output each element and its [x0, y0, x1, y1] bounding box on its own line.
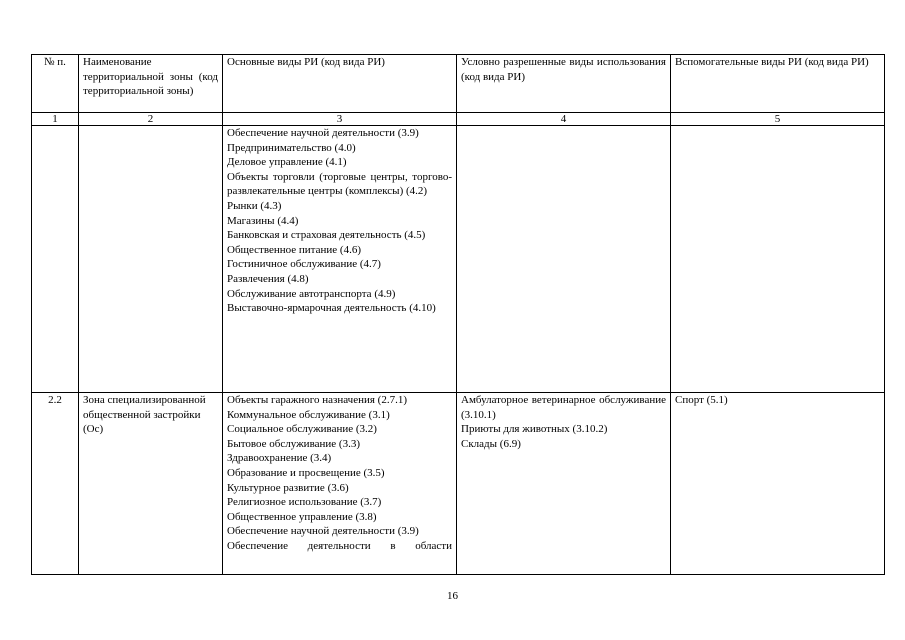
row-number — [32, 126, 79, 393]
zones-table — [31, 54, 885, 575]
column-number: 5 — [671, 113, 885, 126]
use-item: Гостиничное обслуживание (4.7) — [227, 258, 381, 271]
zone-name: Зона специализированной общественной застройки (Ос) — [79, 393, 223, 575]
use-item: Общественное питание (4.6) — [227, 243, 361, 256]
column-number: 3 — [223, 113, 457, 126]
column-number-row — [32, 113, 885, 126]
use-item: Склады (6.9) — [461, 437, 521, 450]
use-item: Обеспечение научной деятельности (3.9) — [227, 127, 419, 139]
use-item: Культурное развитие (3.6) — [227, 481, 349, 494]
header-conditional-uses: Условно разрешенные виды использования (код вида РИ) — [457, 55, 671, 113]
table-row — [32, 393, 885, 575]
column-number: 1 — [32, 113, 79, 126]
page-number: 16 — [447, 590, 458, 602]
use-item: Приюты для животных (3.10.2) — [461, 423, 608, 436]
use-item: Здравоохранение (3.4) — [227, 452, 332, 465]
use-item: Образование и просвещение (3.5) — [227, 466, 385, 479]
use-item: Рынки (4.3) — [227, 199, 282, 212]
conditional-uses-cell — [457, 393, 671, 575]
column-number: 2 — [79, 113, 223, 126]
use-item: Развлечения (4.8) — [227, 272, 309, 285]
use-item: Объекты гаражного назначения (2.7.1) — [227, 394, 408, 406]
use-item: Обслуживание автотранспорта (4.9) — [227, 287, 396, 300]
table-header-row — [32, 55, 885, 113]
table-row — [32, 126, 885, 393]
use-item: Коммунальное обслуживание (3.1) — [227, 408, 390, 421]
auxiliary-uses-cell — [671, 393, 885, 575]
header-number: № п. — [32, 55, 79, 113]
use-item: Магазины (4.4) — [227, 214, 299, 227]
use-item: Общественное управление (3.8) — [227, 510, 377, 523]
use-item: Деловое управление (4.1) — [227, 156, 347, 169]
use-item: Объекты торговли (торговые центры, торгово-развлекательные центры (комплексы) (4.2) — [227, 170, 452, 198]
header-auxiliary-uses: Вспомогательные виды РИ (код вида РИ) — [671, 55, 885, 113]
header-main-uses: Основные виды РИ (код вида РИ) — [223, 55, 457, 113]
use-item: Выставочно-ярмарочная деятельность (4.10) — [227, 302, 436, 315]
use-item: Амбулаторное ветеринарное обслуживание (3.10.1) — [461, 394, 666, 421]
use-item: Религиозное использование (3.7) — [227, 496, 382, 509]
use-item: Спорт (5.1) — [675, 394, 728, 406]
use-item: Банковская и страховая деятельность (4.5) — [227, 229, 426, 242]
conditional-uses-cell — [457, 126, 671, 393]
use-item: Социальное обслуживание (3.2) — [227, 423, 377, 436]
use-item: Бытовое обслуживание (3.3) — [227, 437, 360, 450]
row-number: 2.2 — [32, 393, 79, 575]
zone-name — [79, 126, 223, 393]
use-item: Обеспечение деятельности в области — [227, 539, 452, 552]
column-number: 4 — [457, 113, 671, 126]
main-uses-cell — [223, 393, 457, 575]
header-zone-name: Наименование территориальной зоны (код территориальной зоны) — [79, 55, 223, 113]
use-item: Обеспечение научной деятельности (3.9) — [227, 525, 419, 538]
use-item: Предпринимательство (4.0) — [227, 141, 356, 154]
auxiliary-uses-cell — [671, 126, 885, 393]
main-uses-cell — [223, 126, 457, 393]
